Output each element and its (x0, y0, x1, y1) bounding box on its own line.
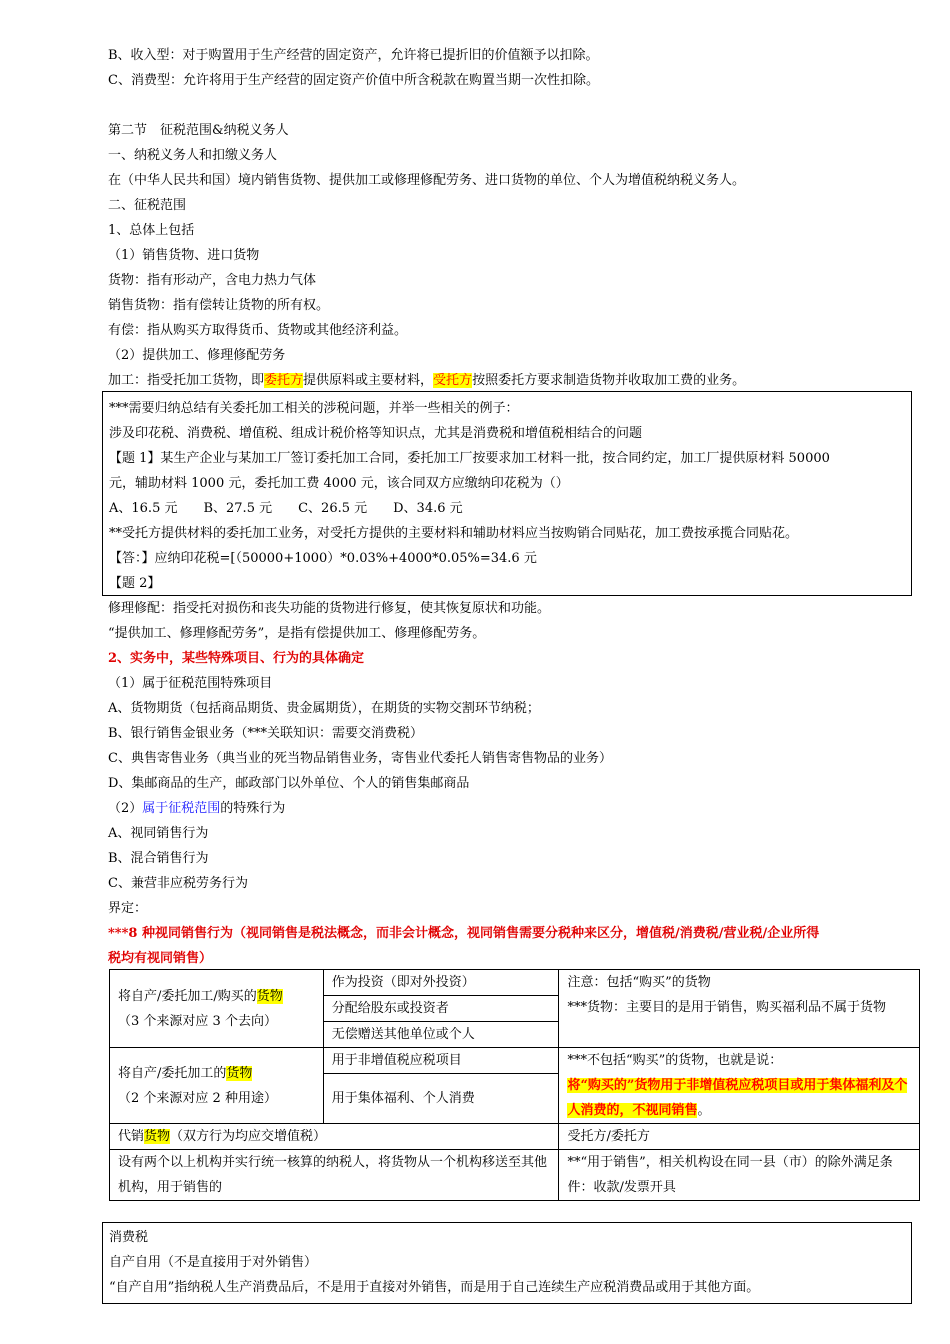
box-line: 【题 1】某生产企业与某加工厂签订委托加工合同，委托加工厂按要求加工材料一批，按合同约定，加工厂提供原材料 50000 (109, 451, 830, 466)
text-span: （2） (108, 801, 143, 816)
highlight-text: 货物 (256, 988, 283, 1004)
text-span: 。 (697, 1103, 711, 1118)
text-line: （2）提供加工、修理修配劳务 (108, 348, 286, 363)
text-span: 的特殊行为 (220, 801, 286, 816)
text-line: D、集邮商品的生产，邮政部门以外单位、个人的销售集邮商品 (108, 776, 470, 791)
red-heading: 税均有视同销售） (108, 951, 213, 966)
highlight-text: 委托方 (264, 373, 304, 388)
note-box (102, 391, 912, 596)
text-line: A、货物期货（包括商品期货、贵金属期货），在期货的实物交割环节纳税； (108, 701, 540, 716)
section-title: 第二节 征税范围&纳税义务人 (108, 123, 289, 138)
table-cell (559, 1048, 920, 1124)
text-line: （1）属于征税范围特殊项目 (108, 676, 273, 691)
text-line: C、消费型：允许将用于生产经营的固定资产价值中所含税款在购置当期一次性扣除。 (108, 73, 599, 88)
deemed-sales-table (109, 969, 920, 1201)
text-span: ***不包括“购买”的货物，也就是说： (567, 1053, 783, 1068)
text-span: 注意：包括“购买”的货物 (567, 975, 711, 990)
text-span: 将自产/委托加工/购买的 (118, 988, 257, 1004)
red-heading: ***8 种视同销售行为（视同销售是税法概念，而非会计概念，视同销售需要分税种来区分，增值税/消费税/营业税/企业所得 (108, 926, 820, 941)
text-line: C、兼营非应税劳务行为 (108, 876, 248, 891)
text-line: 货物：指有形动产，含电力热力气体 (108, 273, 317, 288)
text-line: B、混合销售行为 (108, 851, 209, 866)
text-span: 代销 (118, 1129, 145, 1144)
text-span: 加工：指受托加工货物，即 (108, 373, 265, 388)
text-line (108, 372, 745, 390)
box-line: 消费税 (109, 1230, 149, 1245)
table-cell (559, 970, 920, 1048)
text-span: ***货物：主要目的是用于销售，购买福利品不属于货物 (567, 1000, 886, 1015)
table-cell: 用于集体福利、个人消费 (323, 1074, 559, 1124)
table-cell: 作为投资（即对外投资） (323, 970, 559, 996)
text-span: （2 个来源对应 2 种用途） (118, 1090, 277, 1106)
text-line: 二、征税范围 (108, 198, 187, 213)
table-cell: 用于非增值税应税项目 (323, 1048, 559, 1074)
text-line: 修理修配：指受托对损伤和丧失功能的货物进行修复，使其恢复原状和功能。 (108, 601, 551, 616)
text-line: 销售货物：指有偿转让货物的所有权。 (108, 298, 330, 313)
table-cell: 分配给股东或投资者 (323, 996, 559, 1022)
text-line: （1）销售货物、进口货物 (108, 248, 260, 263)
highlight-text: 货物 (144, 1129, 171, 1144)
table-cell: 设有两个以上机构并实行统一核算的纳税人，将货物从一个机构移送至其他机构，用于销售的 (110, 1150, 559, 1201)
table-cell (110, 1048, 324, 1124)
box-line: 【题 2】 (109, 576, 161, 591)
box-line: **受托方提供材料的委托加工业务，对受托方提供的主要材料和辅助材料应当按购销合同贴花，加工费按承揽合同贴花。 (109, 526, 799, 541)
text-line: 有偿：指从购买方取得货币、货物或其他经济利益。 (108, 323, 408, 338)
text-span: 按照委托方要求制造货物并收取加工费的业务。 (472, 373, 746, 388)
text-span: 将自产/委托加工的 (118, 1065, 227, 1081)
text-line: “提供加工、修理修配劳务”，是指有偿提供加工、修理修配劳务。 (108, 626, 486, 641)
highlight-text: 受托方 (433, 373, 473, 388)
text-line (108, 800, 285, 818)
box-line: 【答：】应纳印花税=[（50000+1000）*0.03%+4000*0.05%=34.6 元 (109, 551, 537, 566)
table-cell: 受托方/委托方 (559, 1124, 920, 1150)
text-line: C、典售寄售业务（典当业的死当物品销售业务，寄售业代委托人销售寄售物品的业务） (108, 751, 612, 766)
consumption-tax-box (102, 1222, 912, 1304)
table-cell: 无偿赠送其他单位或个人 (323, 1022, 559, 1048)
box-line: A、16.5 元 B、27.5 元 C、26.5 元 D、34.6 元 (109, 501, 463, 516)
text-span: （3 个来源对应 3 个去向） (118, 1013, 277, 1029)
text-line: 1、总体上包括 (108, 223, 195, 238)
text-line: 一、纳税义务人和扣缴义务人 (108, 148, 278, 163)
box-line: “自产自用”指纳税人生产消费品后，不是用于直接对外销售，而是用于自己连续生产应税消费品或用于其他方面。 (109, 1280, 760, 1295)
box-line: ***需要归纳总结有关委托加工相关的涉税问题，并举一些相关的例子： (109, 401, 519, 416)
text-line: 在（中华人民共和国）境内销售货物、提供加工或修理修配劳务、进口货物的单位、个人为增值税纳税义务人。 (108, 173, 746, 188)
box-line: 自产自用（不是直接用于对外销售） (109, 1255, 318, 1270)
text-span: （双方行为均应交增值税） (170, 1129, 327, 1144)
box-line: 涉及印花税、消费税、增值税、组成计税价格等知识点，尤其是消费税和增值税相结合的问题 (109, 426, 643, 441)
table-cell: **“用于销售”，相关机构设在同一县（市）的除外满足条件：收款/发票开具 (559, 1150, 920, 1201)
text-line: B、收入型：对于购置用于生产经营的固定资产，允许将已提折旧的价值额予以扣除。 (108, 48, 599, 63)
box-line: 元，辅助材料 1000 元，委托加工费 4000 元，该合同双方应缴纳印花税为（） (109, 476, 569, 491)
text-span: 提供原料或主要材料， (303, 373, 434, 388)
table-cell (110, 1124, 559, 1150)
highlight-text: 将“购买的”货物用于非增值税应税项目或用于集体福利及个人消费的，不视同销售 (567, 1078, 908, 1118)
blue-text: 属于征税范围 (142, 801, 221, 816)
text-line: 界定： (108, 901, 148, 916)
highlight-text: 货物 (226, 1065, 253, 1081)
table-cell (110, 970, 324, 1048)
text-line: A、视同销售行为 (108, 826, 209, 841)
text-line: B、银行销售金银业务（***关联知识：需要交消费税） (108, 726, 424, 741)
red-heading: 2、实务中，某些特殊项目、行为的具体确定 (108, 651, 365, 666)
